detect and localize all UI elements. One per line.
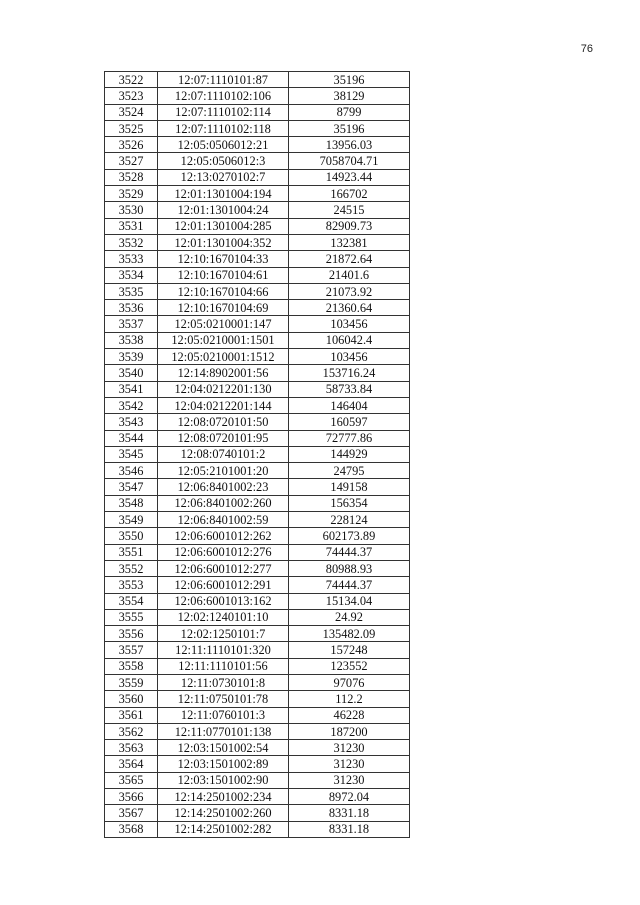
cadastral-number-cell: 12:06:6001012:276 [158, 544, 289, 560]
cadastral-number-cell: 12:04:0212201:144 [158, 397, 289, 413]
row-number-cell: 3522 [105, 72, 158, 88]
row-number-cell: 3550 [105, 528, 158, 544]
cadastral-number-cell: 12:05:0506012:3 [158, 153, 289, 169]
table-row [105, 512, 410, 528]
table-row [105, 756, 410, 772]
row-number-cell: 3532 [105, 234, 158, 250]
cadastral-number-cell: 12:05:0210001:1512 [158, 349, 289, 365]
value-cell: 157248 [289, 642, 410, 658]
cadastral-number-cell: 12:11:0770101:138 [158, 723, 289, 739]
table-row [105, 593, 410, 609]
cadastral-number-cell: 12:14:2501002:234 [158, 789, 289, 805]
cadastral-number-cell: 12:11:0750101:78 [158, 691, 289, 707]
value-cell: 103456 [289, 316, 410, 332]
table-row [105, 723, 410, 739]
value-cell: 7058704.71 [289, 153, 410, 169]
value-cell: 35196 [289, 72, 410, 88]
value-cell: 8799 [289, 104, 410, 120]
cadastral-number-cell: 12:13:0270102:7 [158, 169, 289, 185]
cadastral-number-cell: 12:06:6001012:277 [158, 560, 289, 576]
table-row [105, 397, 410, 413]
row-number-cell: 3541 [105, 381, 158, 397]
table-row [105, 120, 410, 136]
table-row [105, 349, 410, 365]
cadastral-number-cell: 12:11:0730101:8 [158, 674, 289, 690]
value-cell: 31230 [289, 772, 410, 788]
row-number-cell: 3529 [105, 186, 158, 202]
table-row [105, 446, 410, 462]
value-cell: 24.92 [289, 609, 410, 625]
value-cell: 103456 [289, 349, 410, 365]
table-row [105, 674, 410, 690]
cadastral-number-cell: 12:05:0210001:1501 [158, 332, 289, 348]
value-cell: 112.2 [289, 691, 410, 707]
cadastral-number-cell: 12:06:6001012:262 [158, 528, 289, 544]
cadastral-number-cell: 12:05:2101001:20 [158, 463, 289, 479]
table-row [105, 267, 410, 283]
row-number-cell: 3563 [105, 740, 158, 756]
table-row [105, 528, 410, 544]
row-number-cell: 3533 [105, 251, 158, 267]
row-number-cell: 3547 [105, 479, 158, 495]
value-cell: 21401.6 [289, 267, 410, 283]
cadastral-number-cell: 12:10:1670104:33 [158, 251, 289, 267]
cadastral-number-cell: 12:06:8401002:23 [158, 479, 289, 495]
value-cell: 166702 [289, 186, 410, 202]
table-row [105, 283, 410, 299]
row-number-cell: 3530 [105, 202, 158, 218]
row-number-cell: 3544 [105, 430, 158, 446]
cadastral-number-cell: 12:02:1240101:10 [158, 609, 289, 625]
table-row [105, 414, 410, 430]
row-number-cell: 3564 [105, 756, 158, 772]
value-cell: 74444.37 [289, 544, 410, 560]
value-cell: 146404 [289, 397, 410, 413]
row-number-cell: 3524 [105, 104, 158, 120]
cadastral-number-cell: 12:05:0506012:21 [158, 137, 289, 153]
value-cell: 74444.37 [289, 577, 410, 593]
cadastral-number-cell: 12:01:1301004:24 [158, 202, 289, 218]
value-cell: 72777.86 [289, 430, 410, 446]
row-number-cell: 3537 [105, 316, 158, 332]
table-row [105, 88, 410, 104]
value-cell: 38129 [289, 88, 410, 104]
cadastral-number-cell: 12:07:1110101:87 [158, 72, 289, 88]
cadastral-number-cell: 12:08:0720101:95 [158, 430, 289, 446]
table-row [105, 740, 410, 756]
table-row [105, 430, 410, 446]
row-number-cell: 3526 [105, 137, 158, 153]
table-row [105, 153, 410, 169]
row-number-cell: 3561 [105, 707, 158, 723]
value-cell: 21360.64 [289, 300, 410, 316]
value-cell: 46228 [289, 707, 410, 723]
cadastral-number-cell: 12:10:1670104:69 [158, 300, 289, 316]
cadastral-number-cell: 12:06:6001012:291 [158, 577, 289, 593]
table-row [105, 560, 410, 576]
cadastral-number-cell: 12:10:1670104:66 [158, 283, 289, 299]
table-body [105, 72, 410, 838]
row-number-cell: 3566 [105, 789, 158, 805]
value-cell: 123552 [289, 658, 410, 674]
row-number-cell: 3543 [105, 414, 158, 430]
table-row [105, 772, 410, 788]
cadastral-number-cell: 12:11:1110101:56 [158, 658, 289, 674]
cadastral-number-cell: 12:07:1110102:118 [158, 120, 289, 136]
value-cell: 58733.84 [289, 381, 410, 397]
row-number-cell: 3538 [105, 332, 158, 348]
table-row [105, 186, 410, 202]
value-cell: 228124 [289, 512, 410, 528]
table-row [105, 218, 410, 234]
cadastral-number-cell: 12:01:1301004:285 [158, 218, 289, 234]
table-row [105, 805, 410, 821]
cadastral-number-cell: 12:06:8401002:260 [158, 495, 289, 511]
cadastral-number-cell: 12:01:1301004:194 [158, 186, 289, 202]
row-number-cell: 3555 [105, 609, 158, 625]
cadastral-number-cell: 12:04:0212201:130 [158, 381, 289, 397]
value-cell: 602173.89 [289, 528, 410, 544]
value-cell: 80988.93 [289, 560, 410, 576]
table-row [105, 202, 410, 218]
table-row [105, 234, 410, 250]
value-cell: 21073.92 [289, 283, 410, 299]
row-number-cell: 3531 [105, 218, 158, 234]
value-cell: 8331.18 [289, 821, 410, 837]
table-row [105, 789, 410, 805]
row-number-cell: 3560 [105, 691, 158, 707]
cadastral-number-cell: 12:14:8902001:56 [158, 365, 289, 381]
row-number-cell: 3556 [105, 626, 158, 642]
table-row [105, 365, 410, 381]
row-number-cell: 3528 [105, 169, 158, 185]
row-number-cell: 3551 [105, 544, 158, 560]
table-row [105, 316, 410, 332]
cadastral-number-cell: 12:10:1670104:61 [158, 267, 289, 283]
table-row [105, 332, 410, 348]
table-row [105, 479, 410, 495]
row-number-cell: 3565 [105, 772, 158, 788]
value-cell: 153716.24 [289, 365, 410, 381]
table-row [105, 381, 410, 397]
value-cell: 8331.18 [289, 805, 410, 821]
row-number-cell: 3535 [105, 283, 158, 299]
row-number-cell: 3523 [105, 88, 158, 104]
table-row [105, 691, 410, 707]
table-row [105, 137, 410, 153]
cadastral-number-cell: 12:01:1301004:352 [158, 234, 289, 250]
table-row [105, 300, 410, 316]
value-cell: 156354 [289, 495, 410, 511]
value-cell: 13956.03 [289, 137, 410, 153]
table-row [105, 658, 410, 674]
table-row [105, 707, 410, 723]
row-number-cell: 3548 [105, 495, 158, 511]
data-table [104, 71, 410, 838]
cadastral-number-cell: 12:08:0720101:50 [158, 414, 289, 430]
row-number-cell: 3568 [105, 821, 158, 837]
value-cell: 149158 [289, 479, 410, 495]
value-cell: 97076 [289, 674, 410, 690]
cadastral-number-cell: 12:05:0210001:147 [158, 316, 289, 332]
value-cell: 106042.4 [289, 332, 410, 348]
value-cell: 15134.04 [289, 593, 410, 609]
page-number: 76 [580, 43, 593, 55]
table-row [105, 463, 410, 479]
cadastral-number-cell: 12:14:2501002:260 [158, 805, 289, 821]
table-row [105, 72, 410, 88]
row-number-cell: 3540 [105, 365, 158, 381]
table-row [105, 104, 410, 120]
row-number-cell: 3549 [105, 512, 158, 528]
row-number-cell: 3567 [105, 805, 158, 821]
row-number-cell: 3562 [105, 723, 158, 739]
table-row [105, 821, 410, 837]
value-cell: 132381 [289, 234, 410, 250]
row-number-cell: 3554 [105, 593, 158, 609]
row-number-cell: 3557 [105, 642, 158, 658]
value-cell: 82909.73 [289, 218, 410, 234]
table-row [105, 169, 410, 185]
row-number-cell: 3539 [105, 349, 158, 365]
row-number-cell: 3527 [105, 153, 158, 169]
table-row [105, 251, 410, 267]
table-row [105, 642, 410, 658]
value-cell: 24515 [289, 202, 410, 218]
value-cell: 31230 [289, 740, 410, 756]
row-number-cell: 3546 [105, 463, 158, 479]
cadastral-number-cell: 12:11:0760101:3 [158, 707, 289, 723]
row-number-cell: 3559 [105, 674, 158, 690]
table-row [105, 609, 410, 625]
row-number-cell: 3558 [105, 658, 158, 674]
cadastral-number-cell: 12:03:1501002:89 [158, 756, 289, 772]
table-row [105, 626, 410, 642]
row-number-cell: 3552 [105, 560, 158, 576]
cadastral-number-cell: 12:07:1110102:106 [158, 88, 289, 104]
cadastral-number-cell: 12:06:8401002:59 [158, 512, 289, 528]
table-row [105, 544, 410, 560]
row-number-cell: 3553 [105, 577, 158, 593]
table-row [105, 495, 410, 511]
value-cell: 21872.64 [289, 251, 410, 267]
row-number-cell: 3534 [105, 267, 158, 283]
row-number-cell: 3525 [105, 120, 158, 136]
value-cell: 31230 [289, 756, 410, 772]
value-cell: 24795 [289, 463, 410, 479]
cadastral-number-cell: 12:11:1110101:320 [158, 642, 289, 658]
cadastral-number-cell: 12:06:6001013:162 [158, 593, 289, 609]
cadastral-number-cell: 12:03:1501002:90 [158, 772, 289, 788]
value-cell: 14923.44 [289, 169, 410, 185]
row-number-cell: 3545 [105, 446, 158, 462]
value-cell: 8972.04 [289, 789, 410, 805]
table-row [105, 577, 410, 593]
row-number-cell: 3536 [105, 300, 158, 316]
cadastral-number-cell: 12:08:0740101:2 [158, 446, 289, 462]
value-cell: 135482.09 [289, 626, 410, 642]
row-number-cell: 3542 [105, 397, 158, 413]
cadastral-number-cell: 12:14:2501002:282 [158, 821, 289, 837]
value-cell: 187200 [289, 723, 410, 739]
value-cell: 144929 [289, 446, 410, 462]
cadastral-number-cell: 12:07:1110102:114 [158, 104, 289, 120]
cadastral-number-cell: 12:02:1250101:7 [158, 626, 289, 642]
cadastral-number-cell: 12:03:1501002:54 [158, 740, 289, 756]
value-cell: 160597 [289, 414, 410, 430]
value-cell: 35196 [289, 120, 410, 136]
